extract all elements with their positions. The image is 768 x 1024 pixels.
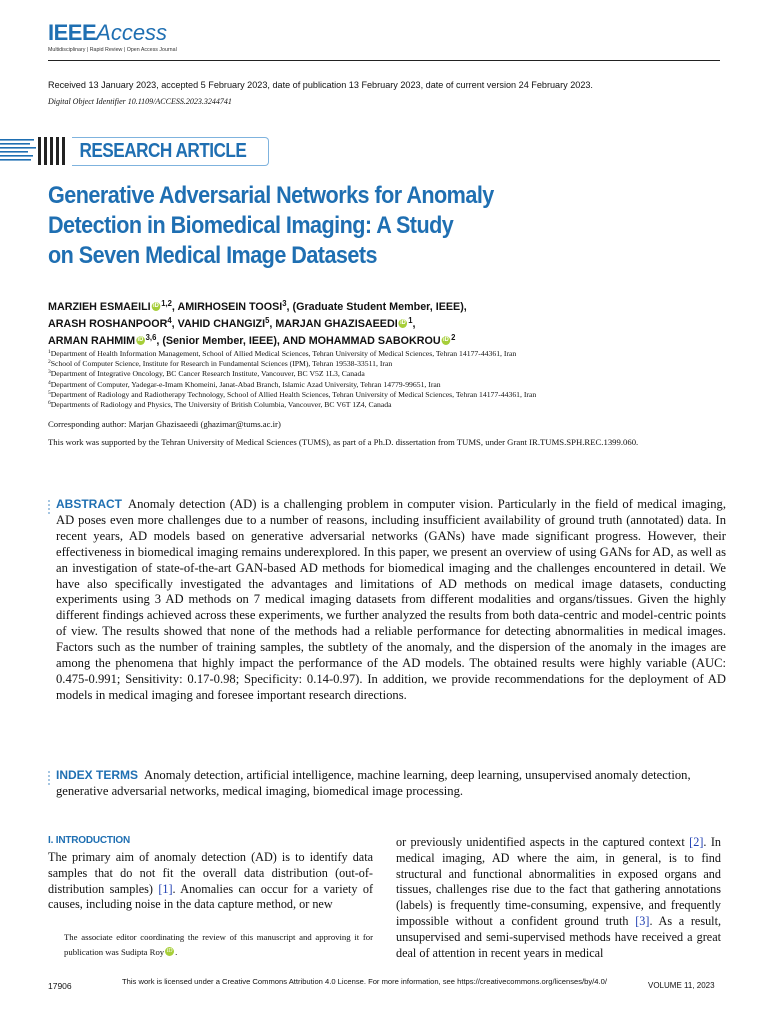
banner-lines-icon	[0, 137, 72, 165]
orcid-icon[interactable]: iD	[153, 303, 159, 309]
journal-logo	[48, 22, 177, 53]
affiliation-num: 1	[48, 349, 51, 355]
body-text: . In medical imaging, AD where the aim, in general, is to find structural and functional abnormalities in exposed organs and tissues, challenges rise due to the fact that gathering annotations (labels) is frequently time-consuming, expensive, and frequently impossible without a confident ground truth	[396, 835, 721, 928]
affiliation-num: 2	[48, 359, 51, 366]
affiliation	[48, 349, 728, 359]
affiliation	[48, 380, 728, 390]
citation-link[interactable]: [2]	[689, 835, 704, 849]
orcid-icon[interactable]: iD	[400, 320, 406, 326]
index-terms-text: Anomaly detection, artificial intelligence, machine learning, deep learning, unsupervised anomaly detection, generative adversarial networks, medical imaging, biomedical image processing.	[56, 768, 691, 798]
author-name: , AMIRHOSEIN TOOSI	[171, 301, 283, 313]
title-line: on Seven Medical Image Datasets	[48, 242, 378, 269]
abstract	[56, 497, 726, 704]
affiliation-text: School of Computer Science, Institute for Research in Fundamental Sciences (IPM), Tehran 19538-33511, Iran	[50, 359, 393, 369]
title-line: Detection in Biomedical Imaging: A Study	[48, 212, 454, 239]
publication-dates: Received 13 January 2023, accepted 5 February 2023, date of publication 13 February 2023, date of current version 24 February 2023.	[48, 80, 593, 90]
corresponding-author: Corresponding author: Marjan Ghazisaeedi (ghazimar@tums.ac.ir)	[48, 419, 281, 429]
affiliation-text: Departments of Radiology and Physics, The University of British Columbia, Vancouver, BC V6T 1Z4, Canada	[50, 400, 392, 410]
affiliation-text: Department of Radiology and Radiotherapy Technology, School of Allied Health Sciences, Tehran University of Medical Sciences, Tehran 14177-44361, Iran	[50, 389, 537, 399]
affiliation-text: Department of Health Information Management, School of Allied Medical Sciences, Tehran University of Medical Sciences, Tehran 14177-44361, Iran	[50, 349, 517, 358]
author-member: , (Graduate Student Member, IEEE),	[286, 301, 467, 313]
intro-paragraph-right	[396, 835, 721, 961]
body-text: or previously unidentified aspects in the captured context	[396, 835, 690, 849]
footnote-text: The associate editor coordinating the review of this manuscript and approving it for publication was Sudipta Roy	[64, 932, 373, 957]
citation-link[interactable]: [3]	[635, 913, 650, 928]
body-text: The primary aim of anomaly detection (AD) is to identify data samples that do not fit the overall data distribution (out-of-distribution samples)	[48, 850, 373, 896]
author-affil-sup: 3	[282, 299, 287, 308]
affiliation	[48, 359, 728, 369]
affiliation-text: Department of Computer, Yadegar-e-Imam Khomeini, Janat-Abad Branch, Islamic Azad University, Tehran 14779-99651, Iran	[50, 379, 441, 389]
paper-title	[48, 181, 624, 271]
author-name: , (Senior Member, IEEE), AND MOHAMMAD SABOKROU	[156, 335, 441, 347]
abstract-dots-icon	[47, 500, 51, 516]
orcid-icon[interactable]: iD	[442, 337, 449, 343]
funding-statement: This work was supported by the Tehran University of Medical Sciences (TUMS), as part of a Ph.D. dissertation from TUMS, under Grant IR.TUMS.SPH.REC.1399.060.	[48, 437, 639, 447]
affiliation-num: 6	[48, 400, 51, 407]
author-affil-sup: 3,6	[145, 333, 157, 342]
doi[interactable]: Digital Object Identifier 10.1109/ACCESS.2023.3244741	[48, 97, 232, 106]
intro-paragraph-left	[48, 850, 373, 913]
abstract-text: Anomaly detection (AD) is a challenging problem in computer vision. Particularly in the field of medical imaging, AD poses even more challenges due to a number of reasons, including insufficient availability of ground truth (annotated) data. In recent years, AD models based on generative adversarial networks (GANs) have made significant progress. However, their effectiveness in biomedical imaging remains underexplored. In this paper, we present an overview of using GANs for AD, as well as an investigation of state-of-the-art GAN-based AD methods for biomedical imaging and the challenges encountered in detail. We have also specifically investigated the advantages and limitations of AD methods on medical image datasets, conducting experiments using 3 AD methods on 7 medical imaging datasets from different modalities and organs/tissues. Given the highly different findings achieved across these experiments, we further analyzed the results from both data-centric and model-centric points of view. The results showed that none of the methods had a reliable performance for detecting abnormalities in medical images. Factors such as the number of training samples, the subtlety of the anomaly, and the dispersion of the anomaly in the images are among the phenomena that highly impact the performance of the AD models. The obtained results were highly variable (AUC: 0.475-0.991; Sensitivity: 0.17-0.98; Specificity: 0.14-0.97). In addition, we provide recommendations for the deployment of AD models in medical imaging and foresee important research directions.	[56, 497, 726, 702]
editor-footnote	[48, 930, 373, 959]
affiliation	[48, 400, 728, 410]
affiliation-num: 5	[48, 389, 51, 396]
author-affil-sup: 2	[451, 333, 456, 342]
author-name: , MARJAN GHAZISAEEDI	[269, 318, 398, 330]
author-affil-sup: 1	[408, 316, 413, 325]
journal-tagline: Multidisciplinary | Rapid Review | Open Access Journal	[48, 47, 177, 53]
author-name: ARMAN RAHMIM	[48, 335, 136, 347]
license-notice[interactable]: This work is licensed under a Creative Commons Attribution 4.0 License. For more information, see https://creativecommons.org/licenses/by/4.0/	[122, 977, 607, 986]
affiliations	[48, 349, 728, 410]
author-sep: ,	[412, 318, 416, 330]
affiliation	[48, 369, 728, 379]
abstract-heading: ABSTRACT	[56, 497, 122, 511]
author-name: , VAHID CHANGIZI	[171, 318, 266, 330]
left-column	[48, 835, 373, 913]
index-terms-dots-icon	[47, 771, 51, 787]
affiliation	[48, 390, 728, 400]
footnote-end: .	[175, 946, 178, 957]
orcid-icon[interactable]: iD	[137, 337, 144, 343]
author-affil-sup: 5	[265, 316, 270, 325]
affiliation-num: 3	[48, 369, 51, 376]
body-text: . As a result, unsupervised and semi-supervised methods have received a great deal of attention in recent years in medical	[396, 913, 721, 960]
journal-name-bold: IEEE	[48, 20, 97, 45]
affiliation-num: 4	[48, 379, 51, 386]
orcid-icon[interactable]: iD	[166, 947, 173, 954]
affiliation-text: Department of Integrative Oncology, BC Cancer Research Institute, Vancouver, BC V5Z 1L3, Canada	[50, 369, 365, 379]
author-list	[48, 299, 701, 350]
page-number: 17906	[48, 981, 72, 991]
volume-info: VOLUME 11, 2023	[648, 981, 715, 990]
author-affil-sup: 1,2	[161, 299, 172, 308]
right-column	[396, 835, 721, 961]
index-terms-heading: INDEX TERMS	[56, 768, 139, 782]
article-type-banner	[0, 134, 280, 168]
index-terms	[56, 768, 726, 800]
author-name: MARZIEH ESMAEILI	[48, 301, 151, 313]
title-line: Generative Adversarial Networks for Anomaly	[48, 182, 494, 209]
body-text: . Anomalies can occur for a variety of causes, including noise in the data capture method, or new	[48, 881, 374, 912]
article-type: RESEARCH ARTICLE	[79, 140, 247, 162]
header-rule	[48, 60, 720, 61]
citation-link[interactable]: [1]	[158, 881, 173, 896]
section-heading: I. INTRODUCTION	[48, 835, 130, 846]
author-name: ARASH ROSHANPOOR	[48, 318, 168, 330]
journal-name-italic: Access	[96, 20, 168, 45]
author-affil-sup: 4	[167, 316, 172, 325]
